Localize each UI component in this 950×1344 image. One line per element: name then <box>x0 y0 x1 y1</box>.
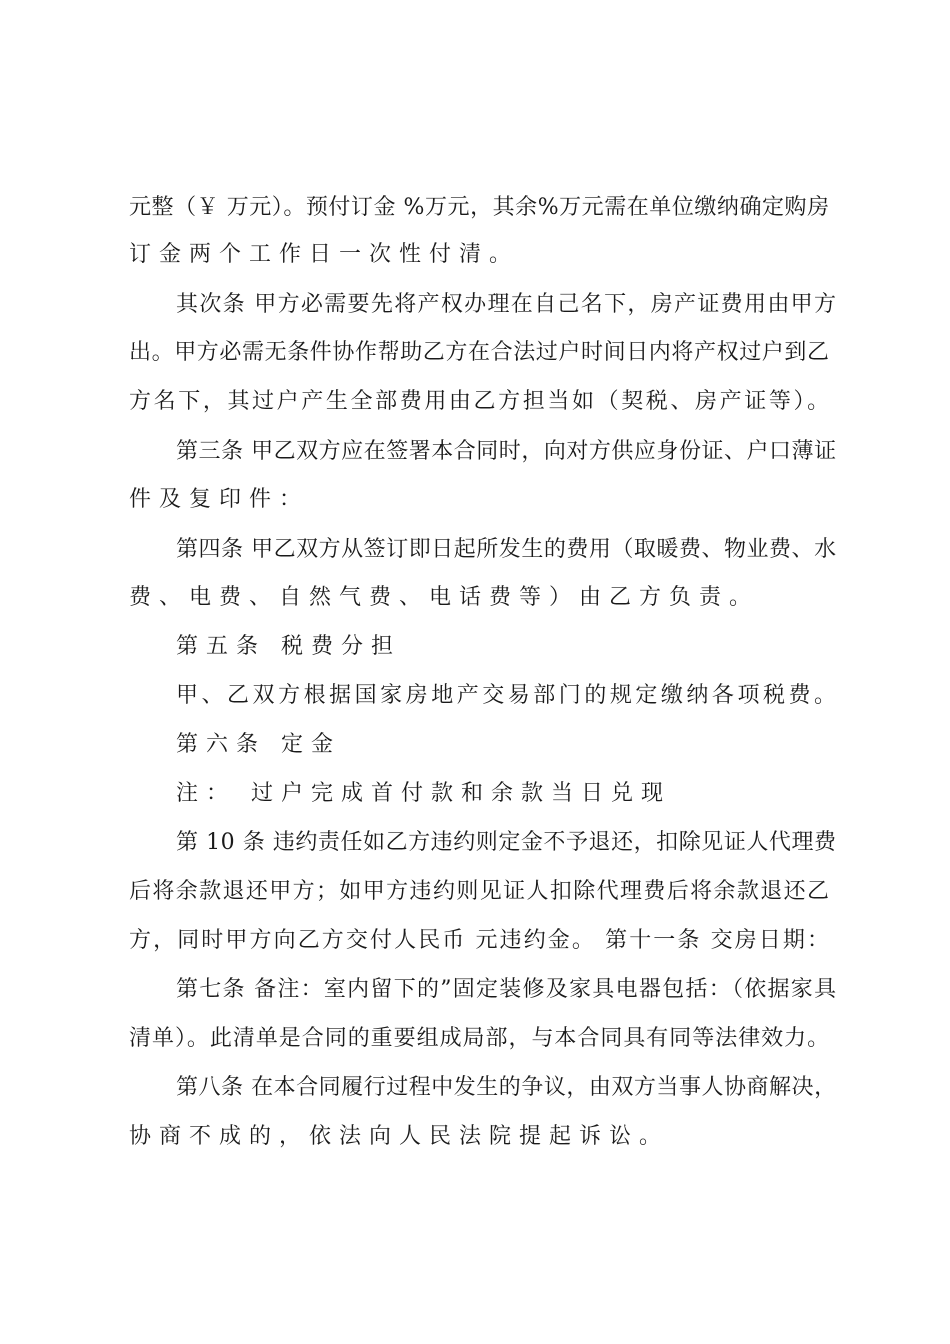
text-line: 方名下，其过户产生全部费用由乙方担当如（契税、房产证等）。 <box>129 389 832 414</box>
text-line: 清单）。此清单是合同的重要组成局部，与本合同具有同等法律效力。 <box>129 1026 831 1051</box>
text-line: 费、电费、自然气费、电话费等）由乙方负责。 <box>129 585 760 610</box>
text-line: 第五条 税费分担 <box>176 634 401 659</box>
text-line: 第六条 定金 <box>176 732 341 757</box>
text-line: 第三条 甲乙双方应在签署本合同时，向对方供应身份证、户口薄证 <box>176 439 837 464</box>
text-line: 协商不成的，依法向人民法院提起诉讼。 <box>129 1124 670 1149</box>
text-line: 其次条 甲方必需要先将产权办理在自己名下，房产证费用由甲方 <box>176 292 838 317</box>
text-line: 件及复印件： <box>129 487 310 512</box>
text-line: 注： 过户完成首付款和余款当日兑现 <box>176 781 671 806</box>
text-line: 方，同时甲方向乙方交付人民币 元违约金。 第十一条 交房日期： <box>129 928 832 953</box>
text-line: 第 10 条 违约责任如乙方违约则定金不予退还，扣除见证人代理费 <box>176 830 837 855</box>
text-line: 出。甲方必需无条件协作帮助乙方在合法过户时间日内将产权过户到乙 <box>129 340 830 365</box>
text-line: 订金两个工作日一次性付清。 <box>129 242 520 267</box>
text-line: 第四条 甲乙双方从签订即日起所发生的费用（取暖费、物业费、水 <box>176 537 837 562</box>
text-line: 第八条 在本合同履行过程中发生的争议，由双方当事人协商解决， <box>176 1075 837 1100</box>
text-line: 元整（￥ 万元）。预付订金 %万元，其余%万元需在单位缴纳确定购房 <box>129 195 830 220</box>
text-line: 第七条 备注：室内留下的”固定装修及家具电器包括：（依据家具 <box>176 977 838 1002</box>
text-line: 甲、乙双方根据国家房地产交易部门的规定缴纳各项税费。 <box>176 683 840 708</box>
text-line: 后将余款退还甲方；如甲方违约则见证人扣除代理费后将余款退还乙 <box>129 879 831 904</box>
